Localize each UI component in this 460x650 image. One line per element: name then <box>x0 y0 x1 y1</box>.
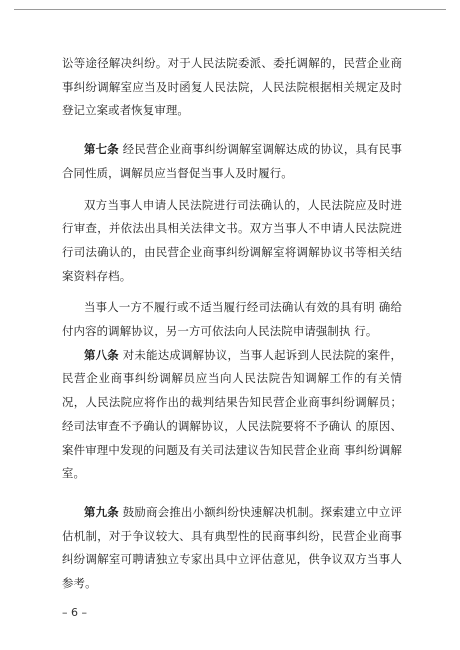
article-7-clause-2 <box>62 194 402 289</box>
document-body <box>62 52 402 596</box>
paragraph-text: 双方当事人申请人民法院进行司法确认的，人民法院应及时进行审查，并依法出具相关法律文书。双方当事人不申请人民法院进行司法确认的，由民营企业商事纠纷调解室将调解协议书等相关结案资料存档。 <box>62 197 402 283</box>
paragraph-text: 鼓励商会推出小额纠纷快速解决机制。探索建立中立评估机制，对于争议较大、具有典型性的民商事纠纷，民营企业商事纠纷调解室可聘请独立专家出具中立评估意见，供争议双方当事人参考。 <box>62 504 403 591</box>
article-7-clause-3 <box>62 296 402 343</box>
article-7 <box>62 138 402 185</box>
paragraph-text: 讼等途径解决纠纷。对于人民法院委派、委托调解的，民营企业商事纠纷调解室应当及时函复人民法院，人民法院根据相关规定及时登记立案或者恢复审理。 <box>62 56 402 118</box>
paragraph-text: 对未能达成调解协议，当事人起诉到人民法院的案件，民营企业商事纠纷调解员应当向人民法院告知调解工作的有关情况，人民法院应将作出的裁判结果告知民营企业商事纠纷调解员；经司法审查不予确认的调解协议，人民法院要将不予确认 的原因、案件审理中发现的问题及有关司法建议告知民营企业商 事纠纷调解室。 <box>62 347 403 481</box>
header-rule <box>14 9 446 10</box>
paragraph-text: 经民营企业商事纠纷调解室调解达成的协议，具有民事合同性质，调解员应当督促当事人及时履行。 <box>62 142 403 180</box>
paragraph-continuation <box>62 52 402 123</box>
article-heading: 第七条 <box>84 142 119 157</box>
page-number: – 6 – <box>62 606 87 619</box>
article-8 <box>62 344 402 486</box>
article-heading: 第八条 <box>84 347 119 362</box>
paragraph-text: 当事人一方不履行或不适当履行经司法确认有效的具有明 确给付内容的调解协议，另一方可依法向人民法院申请强制执 行。 <box>62 300 402 339</box>
article-9 <box>62 501 402 596</box>
article-heading: 第九条 <box>84 504 119 519</box>
